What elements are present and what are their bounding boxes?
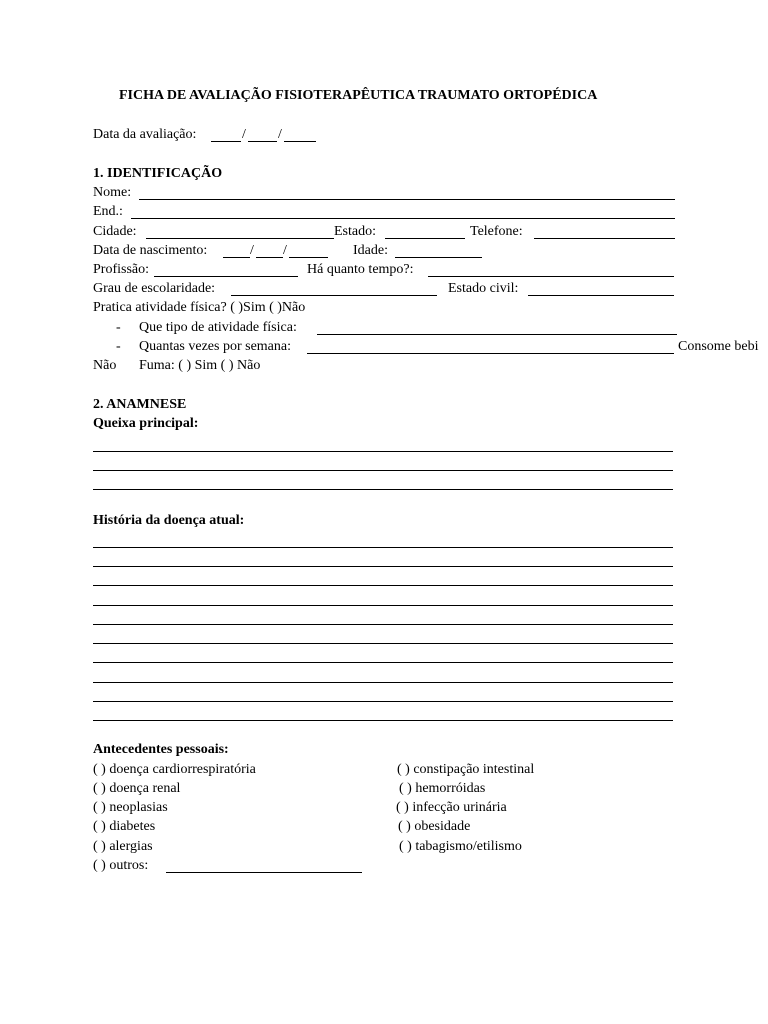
frequency-label: Quantas vezes por semana: bbox=[139, 339, 291, 354]
evaluation-date-year-field[interactable] bbox=[284, 141, 316, 142]
name-field[interactable] bbox=[139, 199, 675, 200]
address-field[interactable] bbox=[131, 218, 675, 219]
name-label: Nome: bbox=[93, 185, 132, 200]
profession-label: Profissão: bbox=[93, 262, 149, 277]
city-label: Cidade: bbox=[93, 224, 137, 239]
date-separator: / bbox=[278, 127, 282, 142]
address-label: End.: bbox=[93, 204, 123, 219]
phone-label: Telefone: bbox=[470, 224, 523, 239]
checkbox-option[interactable]: ( ) doença cardiorrespiratória bbox=[93, 762, 256, 777]
personal-history-label: Antecedentes pessoais: bbox=[93, 742, 229, 757]
evaluation-date-day-field[interactable] bbox=[211, 141, 241, 142]
others-field[interactable] bbox=[166, 872, 362, 873]
birth-date-day-field[interactable] bbox=[223, 257, 250, 258]
marital-status-field[interactable] bbox=[528, 295, 674, 296]
phone-field[interactable] bbox=[534, 238, 675, 239]
checkbox-option[interactable]: ( ) doença renal bbox=[93, 781, 181, 796]
checkbox-option[interactable]: ( ) neoplasias bbox=[93, 800, 168, 815]
birth-date-month-field[interactable] bbox=[256, 257, 283, 258]
date-separator: / bbox=[250, 243, 254, 258]
age-label: Idade: bbox=[353, 243, 388, 258]
checkbox-option[interactable]: ( ) alergias bbox=[93, 839, 153, 854]
education-field[interactable] bbox=[231, 295, 437, 296]
history-line[interactable] bbox=[93, 605, 673, 606]
marital-status-label: Estado civil: bbox=[448, 281, 519, 296]
city-field[interactable] bbox=[146, 238, 334, 239]
date-separator: / bbox=[242, 127, 246, 142]
checkbox-option[interactable]: ( ) constipação intestinal bbox=[397, 762, 535, 777]
history-line[interactable] bbox=[93, 624, 673, 625]
drinks-alcohol-no-option: Não bbox=[93, 358, 117, 373]
section-heading-anamnesis: 2. ANAMNESE bbox=[93, 397, 187, 412]
physical-activity-question: Pratica atividade física? ( )Sim ( )Não bbox=[93, 300, 306, 315]
history-line[interactable] bbox=[93, 662, 673, 663]
list-dash: - bbox=[116, 320, 121, 335]
time-in-profession-label: Há quanto tempo?: bbox=[307, 262, 414, 277]
state-field[interactable] bbox=[385, 238, 465, 239]
age-field[interactable] bbox=[395, 257, 482, 258]
current-illness-history-label: História da doença atual: bbox=[93, 513, 245, 528]
checkbox-option[interactable]: ( ) diabetes bbox=[93, 819, 156, 834]
history-line[interactable] bbox=[93, 643, 673, 644]
history-line[interactable] bbox=[93, 720, 673, 721]
main-complaint-label: Queixa principal: bbox=[93, 416, 199, 431]
activity-type-field[interactable] bbox=[317, 334, 677, 335]
smoking-question: Fuma: ( ) Sim ( ) Não bbox=[139, 358, 261, 373]
time-in-profession-field[interactable] bbox=[428, 276, 674, 277]
section-heading-identification: 1. IDENTIFICAÇÃO bbox=[93, 166, 223, 181]
birth-date-label: Data de nascimento: bbox=[93, 243, 208, 258]
history-line[interactable] bbox=[93, 547, 673, 548]
list-dash: - bbox=[116, 339, 121, 354]
state-label: Estado: bbox=[334, 224, 376, 239]
history-line[interactable] bbox=[93, 585, 673, 586]
birth-date-year-field[interactable] bbox=[289, 257, 328, 258]
main-complaint-line[interactable] bbox=[93, 489, 673, 490]
evaluation-date-month-field[interactable] bbox=[248, 141, 277, 142]
checkbox-option[interactable]: ( ) obesidade bbox=[398, 819, 471, 834]
history-line[interactable] bbox=[93, 701, 673, 702]
main-complaint-line[interactable] bbox=[93, 470, 673, 471]
history-line[interactable] bbox=[93, 682, 673, 683]
activity-type-label: Que tipo de atividade física: bbox=[139, 320, 297, 335]
checkbox-option[interactable]: ( ) hemorróidas bbox=[399, 781, 486, 796]
frequency-field[interactable] bbox=[307, 353, 674, 354]
education-label: Grau de escolaridade: bbox=[93, 281, 216, 296]
profession-field[interactable] bbox=[154, 276, 298, 277]
evaluation-date-label: Data da avaliação: bbox=[93, 127, 197, 142]
checkbox-option[interactable]: ( ) infecção urinária bbox=[396, 800, 507, 815]
checkbox-option[interactable]: ( ) tabagismo/etilismo bbox=[399, 839, 522, 854]
checkbox-option[interactable]: ( ) outros: bbox=[93, 858, 149, 873]
history-line[interactable] bbox=[93, 566, 673, 567]
main-complaint-line[interactable] bbox=[93, 451, 673, 452]
page-title: FICHA DE AVALIAÇÃO FISIOTERAPÊUTICA TRAUMATO ORTOPÉDICA bbox=[119, 88, 598, 103]
drinks-alcohol-label: Consome bebi bbox=[678, 339, 759, 354]
date-separator: / bbox=[283, 243, 287, 258]
